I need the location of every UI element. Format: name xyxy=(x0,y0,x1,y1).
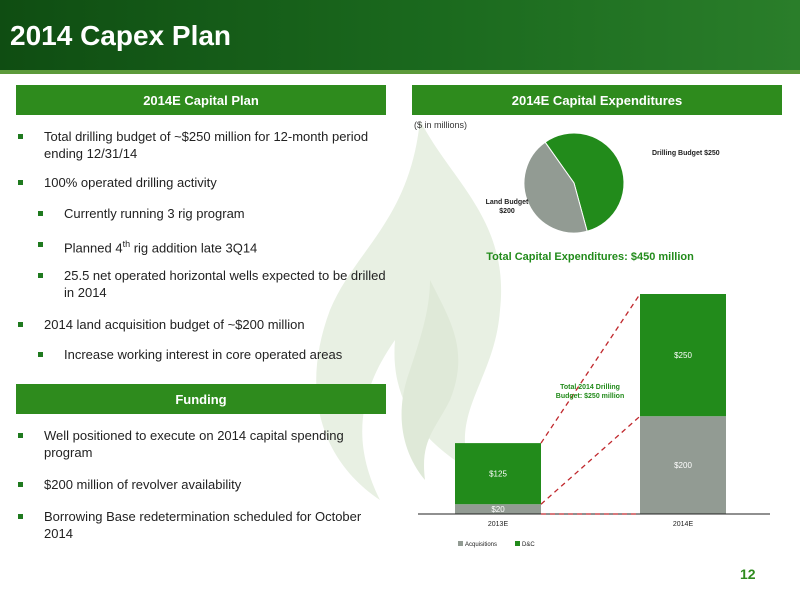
bullet-operated-activity: 100% operated drilling activity xyxy=(18,174,388,191)
legend-swatch xyxy=(458,541,463,546)
bar-value-label: $250 xyxy=(674,351,692,361)
bullet-fourth-rig: Planned 4th rig addition late 3Q14 xyxy=(38,236,388,256)
pie-label-land: Land Budget $200 xyxy=(485,199,529,215)
bar-value-label: $125 xyxy=(489,469,507,479)
capital-expenditures-header: 2014E Capital Expenditures xyxy=(412,85,782,115)
legend-label: Acquisitions xyxy=(465,542,498,548)
bullet-borrowing-base: Borrowing Base redetermination scheduled for October 2014 xyxy=(18,508,388,542)
bullet-drilling-budget: Total drilling budget of ~$250 million for 12-month period ending 12/31/14 xyxy=(18,128,388,162)
total-capex-label: Total Capital Expenditures: $450 million xyxy=(486,251,694,263)
pie-label-drilling: Drilling Budget $250 xyxy=(652,150,720,157)
bullet-working-interest: Increase working interest in core operated areas xyxy=(38,346,388,363)
pie-chart xyxy=(486,133,720,233)
drilling-annotation-line1: Total 2014 Drilling xyxy=(560,384,620,391)
bullet-revolver: $200 million of revolver availability xyxy=(18,476,388,493)
bullet-well-positioned: Well positioned to execute on 2014 capital spending program xyxy=(18,427,388,461)
legend-swatch xyxy=(515,541,520,546)
x-tick-label: 2014E xyxy=(672,521,694,528)
x-tick-label: 2013E xyxy=(487,521,509,528)
bullet-rig-program: Currently running 3 rig program xyxy=(38,205,388,222)
stacked-bar-chart xyxy=(418,294,770,548)
legend-label: D&C xyxy=(522,542,535,548)
bar-value-label: $20 xyxy=(491,505,505,515)
bridge-dash-line xyxy=(541,294,640,443)
units-label: ($ in millions) xyxy=(414,120,468,130)
bullet-horizontal-wells: 25.5 net operated horizontal wells expected to be drilled in 2014 xyxy=(38,267,388,301)
bar-value-label: $200 xyxy=(674,461,692,471)
page-number: 12 xyxy=(740,566,756,582)
drilling-annotation-line2: Budget: $250 million xyxy=(555,393,625,400)
page-title: 2014 Capex Plan xyxy=(10,20,232,51)
bullet-land-acquisition: 2014 land acquisition budget of ~$200 million xyxy=(18,316,388,333)
capital-plan-header: 2014E Capital Plan xyxy=(16,85,386,115)
bridge-dash-line xyxy=(541,416,640,504)
funding-header: Funding xyxy=(16,384,386,414)
